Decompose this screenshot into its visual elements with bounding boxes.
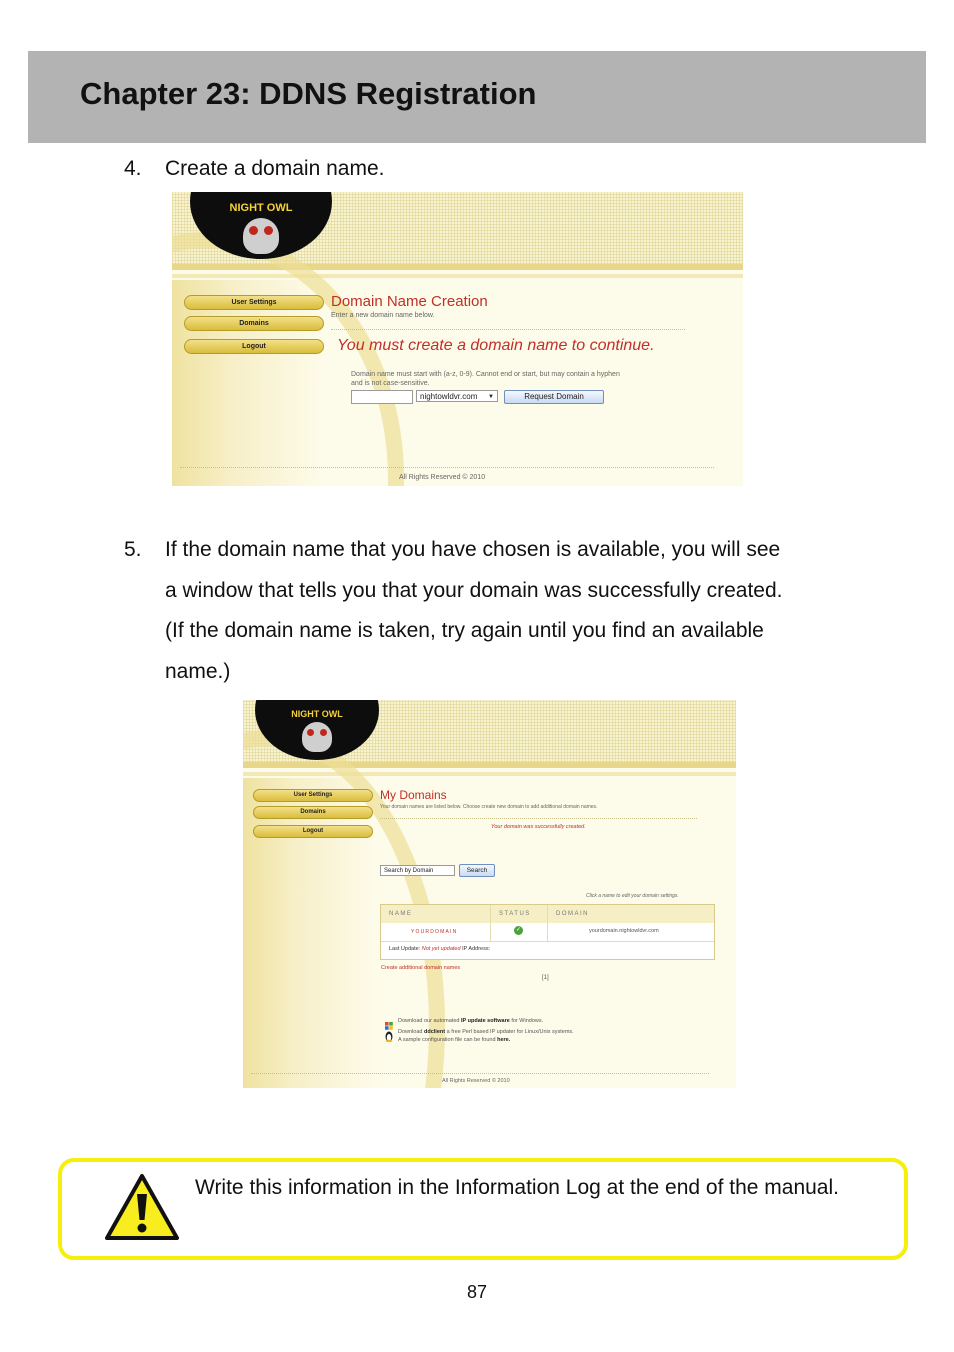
domain-select: nightowldvr.com ▼ <box>416 390 498 402</box>
sample-config-text: A sample configuration file can be found here. <box>398 1037 511 1043</box>
warning-text: Write this information in the Information Log at the end of the manual. <box>195 1176 839 1199</box>
my-domains-screenshot <box>243 700 736 1088</box>
last-update-value: Not yet updated <box>421 946 461 952</box>
ip-address-label: IP Address: <box>462 946 491 952</box>
last-update-label: Last Update: <box>389 946 421 952</box>
domain-creation-heading: Domain Name Creation <box>331 293 488 310</box>
search-button: Search <box>459 864 495 877</box>
pagination: [1] <box>542 975 549 981</box>
domain-name-cell: YOURDOMAIN <box>411 929 458 935</box>
request-domain-button: Request Domain <box>504 390 604 404</box>
click-name-hint: Click a name to edit your domain settings. <box>586 893 679 899</box>
nav-user-settings: User Settings <box>184 295 324 310</box>
nav-domains: Domains <box>184 316 324 331</box>
create-additional-domains-link: Create additional domain names <box>381 965 461 971</box>
status-ok-icon: ✓ <box>515 927 522 933</box>
night-owl-logo: NIGHT OWL <box>190 192 332 259</box>
chapter-title: Chapter 23: DDNS Registration <box>80 76 537 111</box>
column-status-header: STATUS <box>491 905 547 923</box>
domain-full-cell: yourdomain.nightowldvr.com <box>589 928 659 934</box>
night-owl-logo: NIGHT OWL <box>255 700 379 760</box>
domain-rule-line1: Domain name must start with (a-z, 0-9). Cannot end or start, but may contain a hyphen <box>351 371 620 378</box>
domain-creation-screenshot <box>172 192 743 486</box>
step-4-text: Create a domain name. <box>165 157 385 180</box>
page-number: 87 <box>466 1282 488 1302</box>
domain-rule-line2: and is not case-sensitive. <box>351 380 430 387</box>
my-domains-heading: My Domains <box>380 788 447 802</box>
column-domain-header: DOMAIN <box>548 905 714 923</box>
screenshot1-footer: All Rights Reserved © 2010 <box>399 474 486 481</box>
create-domain-error: You must create a domain name to continue. <box>337 337 655 354</box>
column-name-header: NAME <box>381 905 490 923</box>
screenshot2-footer: All Rights Reserved © 2010 <box>442 1078 510 1084</box>
domain-success-message: Your domain was successfully created. <box>491 824 586 830</box>
search-by-domain-input: Search by Domain <box>380 865 455 876</box>
windows-logo-icon <box>385 1017 393 1025</box>
warning-icon <box>104 1172 180 1242</box>
nav-logout: Logout <box>253 825 373 838</box>
nav-user-settings: User Settings <box>253 789 373 802</box>
windows-download-text: Download our automated IP update software for Windows. <box>398 1018 544 1024</box>
step-5-text: If the domain name that you have chosen is available, you will see a window that tells you that your domain was successfully created. (If the domain name is taken, try again until you find an available name.) <box>165 538 783 683</box>
nav-logout: Logout <box>184 339 324 354</box>
dropdown-arrow-icon: ▼ <box>488 394 494 400</box>
step-4-number: 4. <box>124 157 142 180</box>
step-5-number: 5. <box>124 538 142 561</box>
linux-tux-icon <box>385 1029 393 1040</box>
linux-download-text: Download ddclient a free Perl based IP updater for Linux/Unix systems. <box>398 1029 574 1035</box>
domain-creation-subheading: Enter a new domain name below. <box>331 312 435 319</box>
domain-name-input <box>351 390 413 404</box>
domains-table <box>380 904 715 960</box>
nav-domains: Domains <box>253 806 373 819</box>
my-domains-subheading: Your domain names are listed below. Choose create new domain to add additional domain names. <box>380 804 598 810</box>
